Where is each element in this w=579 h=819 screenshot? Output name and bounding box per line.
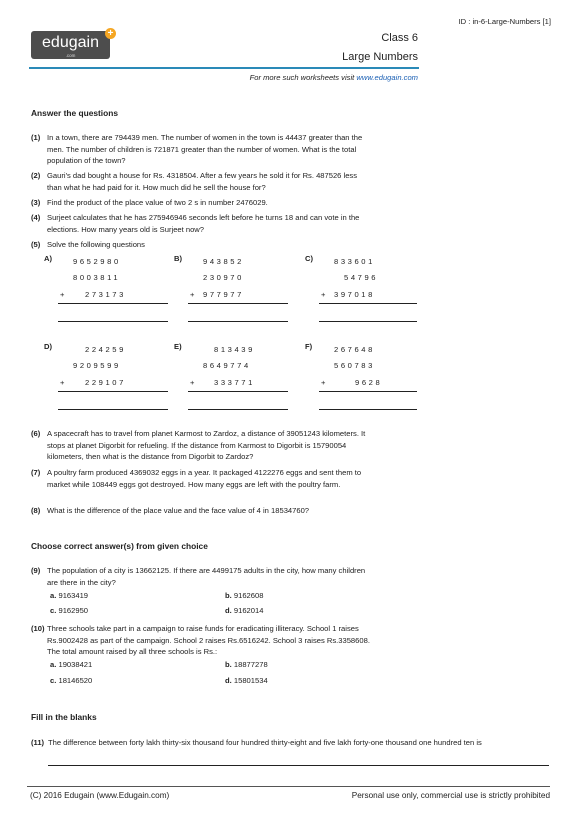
- header-divider: [29, 67, 419, 69]
- q9-line2: are there in the city?: [47, 577, 116, 587]
- sum-c-line2: [319, 321, 417, 322]
- sum-f-row1: 267648: [334, 345, 375, 354]
- option-value: 18877278: [233, 660, 268, 669]
- sum-b-line1: [188, 303, 288, 304]
- sum-b-row3: 977977: [203, 290, 244, 299]
- q1-line3: population of the town?: [47, 156, 126, 165]
- topic-title: Large Numbers: [342, 51, 418, 63]
- q6-line1: A spacecraft has to travel from planet Karmost to Zardoz, a distance of 39051243 kilometers. It: [47, 429, 366, 438]
- sum-f-row2: 560783: [334, 361, 375, 370]
- sum-a-row3: 273173: [85, 290, 126, 299]
- class-label: Class 6: [381, 32, 418, 44]
- sum-b-label: B): [174, 254, 183, 263]
- q6-line2: stops at planet Digorbit for refueling. If the distance from Karmost to Digorbit is 15790054: [47, 440, 347, 450]
- q10-option-c[interactable]: [50, 675, 92, 687]
- q7-line2: market while 108449 eggs got destroyed. How many eggs are left with the poultry farm.: [47, 479, 341, 489]
- sum-c-line1: [319, 303, 417, 304]
- sum-e-row3: 333771: [214, 378, 255, 387]
- sum-b-row2: 230970: [203, 273, 244, 282]
- q9-option-b[interactable]: [225, 590, 263, 602]
- option-letter: c.: [50, 676, 57, 685]
- q9-text: [47, 565, 365, 588]
- q4-text: [47, 212, 359, 235]
- sum-e-row2: 8649774: [203, 361, 251, 370]
- sum-a-row2: 8003811: [73, 273, 121, 282]
- sum-f-op: +: [321, 378, 329, 387]
- sum-c-row1: 833601: [334, 257, 375, 266]
- sum-c-op: +: [321, 290, 329, 299]
- q1-line2: men. The number of children is 721871 greater than the number of women. What is the total: [47, 144, 357, 154]
- section-answer: Answer the questions: [31, 108, 119, 118]
- sum-e-line1: [188, 391, 288, 392]
- q11-text: The difference between forty lakh thirty-six thousand four hundred thirty-eight and five lakh forty-one thousand one hundred ten is: [48, 738, 482, 747]
- q5-text: Solve the following questions: [47, 240, 145, 249]
- sum-e-op: +: [190, 378, 198, 387]
- q10-line1: Three schools take part in a campaign to raise funds for eradicating illiteracy. School 1 raises: [47, 624, 359, 633]
- sum-e-row1: 813439: [214, 345, 255, 354]
- sum-e-line2: [188, 409, 288, 410]
- q4-number: (4): [31, 213, 41, 222]
- option-value: 9162014: [233, 606, 264, 615]
- sum-b-line2: [188, 321, 288, 322]
- sum-a-line2: [58, 321, 168, 322]
- sum-a-line1: [58, 303, 168, 304]
- option-value: 9162950: [58, 606, 89, 615]
- q7-text: [47, 467, 361, 490]
- q4-line2: elections. How many years old is Surjeet now?: [47, 224, 205, 234]
- q11-answer-blank[interactable]: [48, 765, 549, 766]
- option-letter: c.: [50, 606, 57, 615]
- q11-number: (11): [31, 738, 45, 747]
- option-value: 15801534: [233, 676, 268, 685]
- sum-f-line1: [319, 391, 417, 392]
- sum-d-row2: 9209599: [73, 361, 121, 370]
- q1-line1: In a town, there are 794439 men. The number of women in the town is 44437 greater than the: [47, 133, 363, 142]
- footer-divider: [27, 786, 550, 787]
- q2-number: (2): [31, 171, 41, 180]
- option-letter: d.: [225, 676, 232, 685]
- q1-number: (1): [31, 133, 41, 142]
- more-worksheets: [250, 72, 418, 84]
- q7-number: (7): [31, 468, 41, 477]
- option-value: 18146520: [58, 676, 93, 685]
- logo-sub: .com: [65, 53, 76, 58]
- option-letter: b.: [225, 660, 232, 669]
- option-letter: b.: [225, 591, 232, 600]
- sum-b-op: +: [190, 290, 198, 299]
- q8-text: What is the difference of the place value and the face value of 4 in 18534760?: [47, 506, 310, 515]
- q10-text: [47, 623, 370, 658]
- q10-line3: The total amount raised by all three schools is Rs.:: [47, 647, 218, 656]
- sum-e-label: E): [174, 342, 182, 351]
- q10-option-d[interactable]: [225, 675, 268, 687]
- sum-f-line2: [319, 409, 417, 410]
- logo-text: edugain: [42, 34, 99, 51]
- option-letter: a.: [50, 660, 57, 669]
- q9-line1: The population of a city is 13662125. If there are 4499175 adults in the city, how many children: [47, 566, 366, 575]
- sum-a-row1: 9652980: [73, 257, 121, 266]
- sum-d-row3: 229107: [85, 378, 126, 387]
- sum-d-line1: [58, 391, 168, 392]
- worksheet-id: ID : in-6-Large-Numbers [1]: [458, 17, 551, 26]
- q6-text: [47, 428, 365, 463]
- footer-copyright: (C) 2016 Edugain (www.Edugain.com): [30, 791, 170, 800]
- sum-d-line2: [58, 409, 168, 410]
- q4-line1: Surjeet calculates that he has 275946946 seconds left before he turns 18 and can vote in the: [47, 213, 360, 222]
- q9-option-d[interactable]: [225, 605, 263, 617]
- option-value: 19038421: [58, 660, 93, 669]
- q9-number: (9): [31, 566, 41, 575]
- q7-line1: A poultry farm produced 4369032 eggs in a year. It packaged 4122276 eggs and sent them to: [47, 468, 362, 477]
- more-link[interactable]: www.edugain.com: [356, 73, 418, 82]
- q2-line2: than what he had paid for it. How much did he sell the house for?: [47, 182, 266, 192]
- q10-option-a[interactable]: [50, 659, 92, 671]
- sum-f-label: F): [305, 342, 313, 351]
- q5-number: (5): [31, 240, 41, 249]
- option-letter: d.: [225, 606, 232, 615]
- q2-line1: Gauri's dad bought a house for Rs. 4318504. After a few years he sold it for Rs. 487526 less: [47, 171, 358, 180]
- sum-b-row1: 943852: [203, 257, 244, 266]
- q8-number: (8): [31, 506, 41, 515]
- q6-number: (6): [31, 429, 41, 438]
- section-fill: Fill in the blanks: [31, 712, 97, 722]
- q10-number: (10): [31, 624, 45, 633]
- section-choose: Choose correct answer(s) from given choice: [31, 541, 208, 551]
- sum-a-label: A): [44, 254, 53, 263]
- option-letter: a.: [50, 591, 57, 600]
- option-value: 9162608: [233, 591, 264, 600]
- q6-line3: kilometers, then what is the distance from Digorbit to Zardoz?: [47, 452, 254, 461]
- sum-d-row1: 224259: [85, 345, 126, 354]
- plus-icon: +: [105, 28, 116, 39]
- q3-number: (3): [31, 198, 41, 207]
- edugain-logo[interactable]: [31, 31, 110, 59]
- sum-d-op: +: [60, 378, 68, 387]
- sum-a-op: +: [60, 290, 68, 299]
- q3-text: Find the product of the place value of two 2 s in number 2476029.: [47, 198, 268, 207]
- q1-text: [47, 132, 362, 167]
- sum-c-row3: 397018: [334, 290, 375, 299]
- sum-d-label: D): [44, 342, 53, 351]
- q2-text: [47, 170, 357, 193]
- footer-notice: Personal use only, commercial use is strictly prohibited: [351, 791, 550, 800]
- sum-c-row2: 54796: [344, 273, 379, 282]
- q10-line2: Rs.9002428 as part of the campaign. School 2 raises Rs.6516242. School 3 raises Rs.3358608.: [47, 635, 370, 645]
- q9-option-a[interactable]: [50, 590, 88, 602]
- q10-option-b[interactable]: [225, 659, 268, 671]
- option-value: 9163419: [58, 591, 89, 600]
- more-prefix: For more such worksheets visit: [249, 73, 357, 82]
- sum-f-row3: 9628: [355, 378, 383, 387]
- q9-option-c[interactable]: [50, 605, 88, 617]
- sum-c-label: C): [305, 254, 314, 263]
